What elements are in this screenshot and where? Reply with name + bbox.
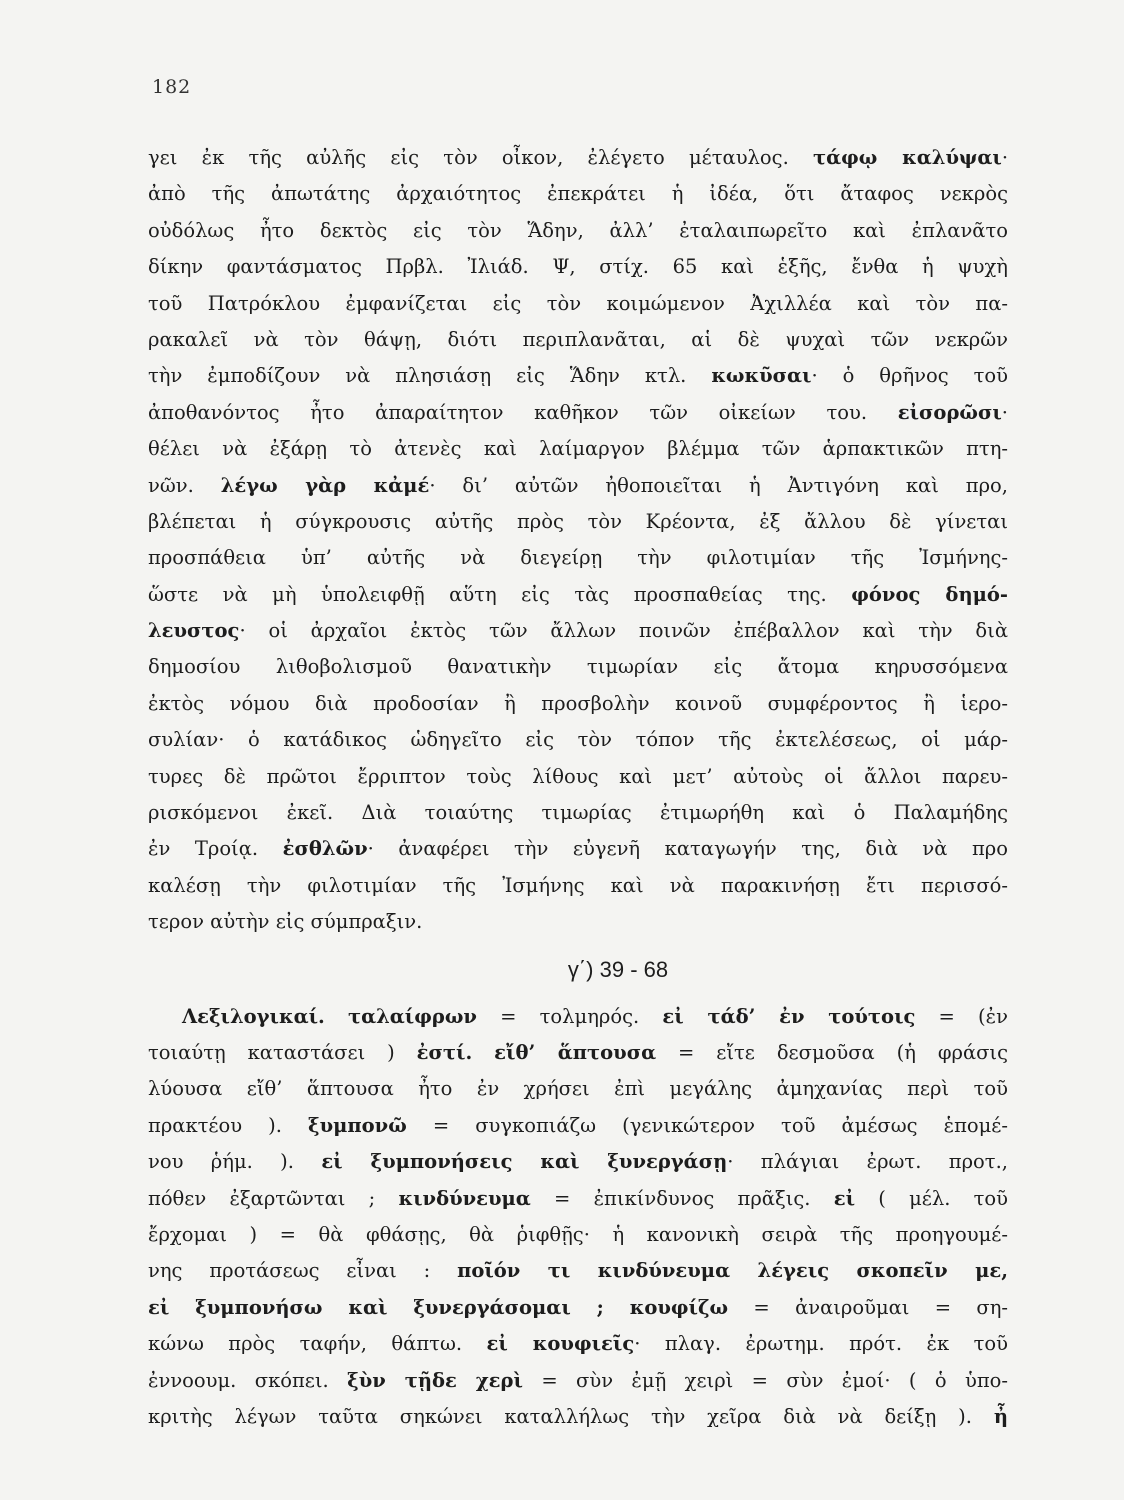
section-heading: γ΄) 39 - 68 xyxy=(567,956,669,982)
text-run: τὴν ἐμποδίζουν νὰ πλησιάσῃ εἰς Ἅδην κτλ. xyxy=(148,364,712,388)
text-run: · ἀναφέρει τὴν εὐγενῆ καταγωγήν της, διὰ νὰ προ xyxy=(367,837,1008,861)
text-line xyxy=(148,1253,1008,1289)
text-line xyxy=(148,1071,1008,1107)
paragraph-commentary xyxy=(148,140,1008,941)
text-run: · xyxy=(1001,146,1009,169)
text-line xyxy=(148,358,1008,394)
lemma-term: εἰ xyxy=(833,1186,856,1210)
text-line xyxy=(148,577,1008,613)
text-line xyxy=(148,1363,1008,1399)
text-line xyxy=(148,1144,1008,1180)
text-run: τοῦ Πατρόκλου ἐμφανίζεται εἰς τὸν κοιμώμενον Ἀχιλλέα καὶ τὸν πα- xyxy=(148,291,1008,315)
text-run: πόθεν ἐξαρτῶνται ; xyxy=(148,1186,399,1210)
text-line xyxy=(148,540,1008,576)
text-line xyxy=(148,431,1008,467)
text-run: ἀποθανόντος ἦτο ἀπαραίτητον καθῆκον τῶν οἰκείων του. xyxy=(148,400,898,424)
lemma-term: λευστος xyxy=(148,619,240,643)
text-run: ἐννοουμ. σκόπει. xyxy=(148,1368,348,1392)
text-run: κώνω πρὸς ταφήν, θάπτω. xyxy=(148,1332,487,1356)
paragraph-vocabulary xyxy=(148,999,1008,1436)
text-line xyxy=(148,649,1008,685)
text-line xyxy=(148,213,1008,249)
text-line xyxy=(148,831,1008,867)
text-run: ἐν Τροίᾳ. xyxy=(148,837,283,861)
text-run: · πλαγ. ἐρωτημ. πρότ. ἐκ τοῦ xyxy=(634,1332,1008,1356)
text-line xyxy=(148,868,1008,904)
text-run: δημοσίου λιθοβολισμοῦ θανατικὴν τιμωρίαν εἰς ἄτομα κηρυσσόμενα xyxy=(148,655,1008,679)
text-run: ρισκόμενοι ἐκεῖ. Διὰ τοιαύτης τιμωρίας ἐτιμωρήθη καὶ ὁ Παλαμήδης xyxy=(148,801,1008,825)
text-run: = συγκοπιάζω (γενικώτερον τοῦ ἀμέσως ἑπομέ- xyxy=(406,1113,1008,1137)
text-run: = εἴτε δεσμοῦσα (ἡ φράσις xyxy=(656,1040,1009,1064)
text-run: τερον αὐτὴν εἰς σύμπραξιν. xyxy=(148,910,423,934)
text-run: νου ῥήμ. ). xyxy=(148,1150,322,1174)
text-run: συλίαν· ὁ κατάδικος ὡδηγεῖτο εἰς τὸν τόπον τῆς ἐκτελέσεως, οἱ μάρ- xyxy=(148,728,1008,752)
text-run: · δι’ αὐτῶν ἠθοποιεῖται ἡ Ἀντιγόνη καὶ προ, xyxy=(429,473,1008,497)
text-run: προσπάθεια ὑπ’ αὐτῆς νὰ διεγείρῃ τὴν φιλοτιμίαν τῆς Ἰσμήνης- xyxy=(148,546,1008,570)
text-run: · πλάγιαι ἐρωτ. προτ., xyxy=(727,1150,1008,1174)
text-line xyxy=(148,395,1008,431)
lemma-term: λέγω γὰρ κἀμέ xyxy=(220,473,430,497)
page-number: 182 xyxy=(152,76,192,98)
text-run xyxy=(325,1005,348,1028)
text-run: νης προτάσεως εἶναι : xyxy=(148,1259,458,1283)
text-line xyxy=(148,613,1008,649)
text-line xyxy=(148,999,1008,1035)
lemma-term: εἴθ’ ἅπτουσα xyxy=(494,1040,657,1064)
lemma-term: ξυμπονῶ xyxy=(308,1113,407,1137)
page-text xyxy=(148,140,1008,1435)
lemma-term: εἰ κουφιεῖς xyxy=(486,1332,635,1356)
text-run: δίκην φαντάσματος Πρβλ. Ἰλιάδ. Ψ, στίχ. 65 καὶ ἑξῆς, ἔνθα ἡ ψυχὴ xyxy=(148,255,1008,279)
text-run: ( μέλ. τοῦ xyxy=(855,1186,1009,1210)
text-line xyxy=(148,759,1008,795)
lemma-term: εἰσορῶσι xyxy=(897,400,1002,424)
text-line xyxy=(148,795,1008,831)
text-line xyxy=(148,286,1008,322)
text-run: = σὺν ἐμῇ χειρὶ = σὺν ἐμοί· ( ὁ ὑπο- xyxy=(522,1368,1008,1392)
text-run: ὥστε νὰ μὴ ὑπολειφθῇ αὕτη εἰς τὰς προσπαθείας της. xyxy=(148,582,852,606)
text-run: νῶν. xyxy=(148,473,221,497)
lemma-term: εἰ τάδ’ ἐν τούτοις xyxy=(662,1004,916,1028)
text-run: καλέσῃ τὴν φιλοτιμίαν τῆς Ἰσμήνης καὶ νὰ παρακινήσῃ ἔτι περισσό- xyxy=(148,873,1008,897)
text-line xyxy=(148,686,1008,722)
lemma-term: ἐστί. xyxy=(416,1040,473,1064)
text-line xyxy=(148,176,1008,212)
text-line xyxy=(148,322,1008,358)
text-run: ἀπὸ τῆς ἀπωτάτης ἀρχαιότητος ἐπεκράτει ἡ ἰδέα, ὅτι ἄταφος νεκρὸς xyxy=(148,182,1008,206)
text-run: = ἐπικίνδυνος πρᾶξις. xyxy=(530,1186,834,1210)
lemma-term: εἰ ξυμπονήσεις καὶ ξυνεργάσῃ xyxy=(321,1150,728,1174)
lemma-term: ἐσθλῶν xyxy=(282,837,368,861)
text-line xyxy=(148,722,1008,758)
text-line xyxy=(148,1290,1008,1326)
text-run: · οἱ ἀρχαῖοι ἐκτὸς τῶν ἄλλων ποινῶν ἐπέβαλλον καὶ τὴν διὰ xyxy=(239,619,1008,643)
text-run: θέλει νὰ ἐξάρῃ τὸ ἀτενὲς καὶ λαίμαργον βλέμμα τῶν ἁρπακτικῶν πτη- xyxy=(148,437,1008,461)
text-run: = (ἐν xyxy=(915,1004,1008,1028)
lemma-term: ξὺν τῇδε χερὶ xyxy=(347,1368,523,1392)
text-line xyxy=(148,140,1008,176)
text-run: βλέπεται ἡ σύγκρουσις αὐτῆς πρὸς τὸν Κρέοντα, ἐξ ἄλλου δὲ γίνεται xyxy=(148,509,1008,533)
text-run: τοιαύτῃ καταστάσει ) xyxy=(148,1040,417,1064)
text-run: ἔρχομαι ) = θὰ φθάσῃς, θὰ ῥιφθῇς· ἡ κανονικὴ σειρὰ τῆς προηγουμέ- xyxy=(148,1222,1008,1246)
text-run: · ὁ θρῆνος τοῦ xyxy=(811,364,1008,388)
text-line xyxy=(148,1181,1008,1217)
text-run: · xyxy=(1001,400,1008,424)
text-run: γει ἐκ τῆς αὐλῆς εἰς τὸν οἶκον, ἐλέγετο μέταυλος. xyxy=(148,146,814,169)
lemma-term: ποῖόν τι κινδύνευμα λέγεις σκοπεῖν με, xyxy=(457,1259,1008,1283)
text-run: τυρες δὲ πρῶτοι ἔρριπτον τοὺς λίθους καὶ μετ’ αὐτοὺς οἱ ἄλλοι παρευ- xyxy=(148,764,1008,788)
text-run: λύουσα εἴθ’ ἅπτουσα ἦτο ἐν χρήσει ἐπὶ μεγάλης ἀμηχανίας περὶ τοῦ xyxy=(148,1077,1008,1101)
text-line xyxy=(148,1035,1008,1071)
text-line xyxy=(148,1326,1008,1362)
lemma-term: Λεξιλογικαί. xyxy=(182,1004,325,1028)
text-line xyxy=(148,904,1008,940)
lemma-term: εἰ ξυμπονήσω καὶ ξυνεργάσομαι ; κουφίζω xyxy=(148,1295,729,1319)
lemma-term: τάφῳ καλύψαι xyxy=(813,146,1002,169)
text-line xyxy=(148,1217,1008,1253)
text-run: = ἀναιροῦμαι = ση- xyxy=(728,1295,1009,1319)
text-run: = τολμηρός. xyxy=(476,1004,663,1028)
text-run: ἐκτὸς νόμου διὰ προδοσίαν ἢ προσβολὴν κοινοῦ συμφέροντος ἢ ἱερο- xyxy=(148,691,1008,715)
text-line xyxy=(148,468,1008,504)
text-line xyxy=(148,504,1008,540)
text-run: κριτὴς λέγων ταῦτα σηκώνει καταλλήλως τὴν χεῖρα διὰ νὰ δείξῃ ). xyxy=(148,1404,994,1428)
text-line xyxy=(148,249,1008,285)
text-run xyxy=(472,1041,494,1064)
lemma-term: ἦ xyxy=(993,1404,1008,1428)
text-run: ρακαλεῖ νὰ τὸν θάψῃ, διότι περιπλανᾶται, αἱ δὲ ψυχαὶ τῶν νεκρῶν xyxy=(148,327,1008,351)
lemma-term: κινδύνευμα xyxy=(398,1186,531,1210)
lemma-term: φόνος δημό- xyxy=(851,582,1008,606)
text-run: οὐδόλως ἦτο δεκτὸς εἰς τὸν Ἅδην, ἀλλ’ ἐταλαιπωρεῖτο καὶ ἐπλανᾶτο xyxy=(148,218,1008,242)
lemma-term: κωκῦσαι xyxy=(711,364,812,388)
text-line xyxy=(148,1399,1008,1435)
text-line xyxy=(148,1108,1008,1144)
lemma-term: ταλαίφρων xyxy=(348,1004,477,1028)
text-run: πρακτέου ). xyxy=(148,1113,309,1137)
